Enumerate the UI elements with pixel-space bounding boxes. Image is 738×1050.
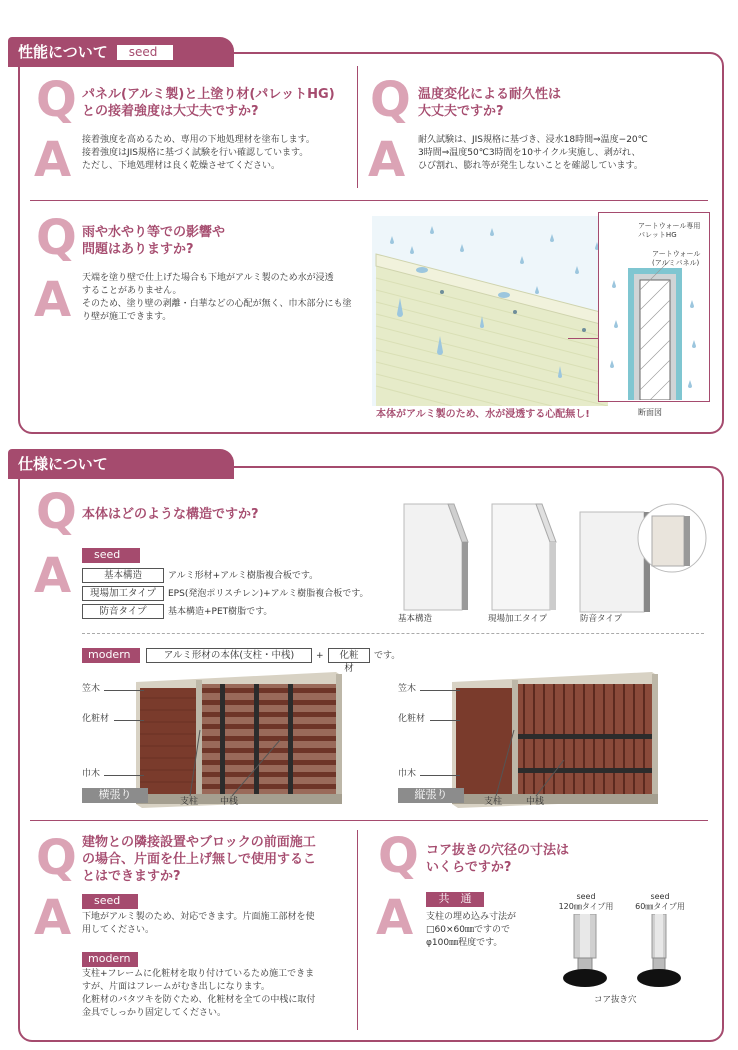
modern-box-frame: アルミ形材の本体(支柱・中桟) [146,648,312,663]
left-label-keshozai: 化粧材 [82,714,110,724]
q-mark: Q [36,484,77,540]
panel-caption: 現場加工タイプ [488,614,548,624]
perf-q1-question: パネル(アルミ製)と上塗り材(パレットHG) との接着強度は大丈夫ですか? [82,87,335,119]
leader-line [104,775,144,776]
spec-q2-modern-answer: 支柱+フレームに化粧材を取り付けているため施工できま すが、片面はフレームがむき出しになります。 化粧材のバタツキを防ぐため、化粧材を全ての中桟に取付 金具でしっかり固定してください。 [82,969,316,1018]
right-label-habaki: 巾木 [398,769,417,779]
performance-tab [8,37,234,67]
perf-q2-question: 温度変化による耐久性は 大丈夫ですか? [418,87,562,119]
performance-tab-title: 性能について [18,43,108,61]
q-mark: Q [378,828,419,884]
core-drill-diagram [556,914,696,994]
left-label-shichu: 支柱 [180,797,199,807]
right-label-kasagi: 笠木 [398,684,417,694]
spec-q2-seed-label: seed [82,894,138,909]
right-type-label: 縦張り [398,788,464,803]
leader-line [104,690,144,691]
cross-section-diagram [604,260,704,400]
post-caption-60: seed 60㎜タイプ用 [635,892,685,911]
leader-line [114,720,144,721]
a-mark: A [34,272,72,328]
panel-soundproof [576,500,708,614]
performance-tab-badge: seed [116,44,175,61]
modern-tail: です。 [374,651,401,661]
spec-row-name: 現場加工タイプ [82,586,164,601]
dashed-divider [82,633,704,634]
spec-horizontal-divider [30,820,708,821]
panel-caption: 防音タイプ [580,614,623,624]
left-type-label: 横張り [82,788,148,803]
a-mark: A [34,548,72,604]
left-label-nakazan: 中桟 [220,797,239,807]
right-leaders [484,720,604,800]
left-label-habaki: 巾木 [82,769,101,779]
spec-row-desc: EPS(発泡ポリスチレン)+アルミ樹脂複合板です。 [168,589,369,599]
leader-line [420,690,460,691]
panel-caption: 基本構造 [398,614,433,624]
spec-q1-question: 本体はどのような構造ですか? [82,507,259,522]
perf-q3-answer: 天端を塗り壁で仕上げた場合も下地がアルミ製のため水が浸透 することがありません。 そのため、塗り壁の剥離・白華などの心配が無く、巾木部分にも塗 り壁が施工できます。 [82,273,352,322]
spec-q1-seed-label: seed [82,548,140,563]
q-mark: Q [36,210,77,266]
modern-plus: + [316,651,324,661]
perf-q1-answer: 接着強度を高めるため、専用の下地処理材を塗布します。 接着強度はJIS規格に基づく試験を行い確認しています。 ただし、下地処理材は良く乾燥させてください。 [82,135,315,171]
cross-section-title: 断面図 [638,408,662,417]
modern-label: modern [82,648,140,663]
a-mark: A [376,890,414,946]
q-mark: Q [36,72,77,128]
spec-q3-common-label: 共 通 [426,892,484,907]
rain-caption: 本体がアルミ製のため、水が浸透する心配無し! [376,409,590,420]
spec-q2-question: 建物との隣接設置やブロックの前面施工 の場合、片面を仕上げ無しで使用するこ とはできますか? [82,835,317,884]
right-label-keshozai: 化粧材 [398,714,426,724]
perf-q2-answer: 耐久試験は、JIS規格に基づき、浸水18時間⇒温度−20℃ 3時間⇒温度50℃3時間を10サイクル実施し、剥がれ、 ひび割れ、膨れ等が発生しないことを確認しています。 [418,135,648,171]
a-mark: A [368,132,406,188]
cross-section-coat-label: アートウォール専用 パレットHG [638,222,701,239]
spec-row-desc: アルミ形材+アルミ樹脂複合板です。 [168,571,319,581]
modern-box-material: 化粧材 [328,648,370,663]
left-label-kasagi: 笠木 [82,684,101,694]
panel-field [486,502,558,612]
spec-row-desc: 基本構造+PET樹脂です。 [168,607,273,617]
leader-line [430,720,460,721]
spec-q3-question: コア抜きの穴径の寸法は いくらですか? [426,843,570,875]
spec-q2-seed-answer: 下地がアルミ製のため、対応できます。片面施工部材を使 用してください。 [82,912,315,935]
spec-tab [8,449,234,479]
spec-q2-modern-label: modern [82,952,138,967]
right-label-shichu: 支柱 [484,797,503,807]
core-hole-label: コア抜き穴 [594,995,637,1005]
a-mark: A [34,132,72,188]
spec-row-name: 基本構造 [82,568,164,583]
rain-wall-illustration [372,216,608,406]
q-mark: Q [370,72,411,128]
perf-vertical-divider [357,66,358,188]
q-mark: Q [36,830,77,886]
spec-vertical-divider [357,830,358,1030]
cross-section-panel-label: アートウォール (アルミパネル) [652,250,701,267]
perf-horizontal-divider [30,200,708,201]
spec-q3-answer: 支柱の埋め込み寸法が □60×60㎜ですので φ100㎜程度です。 [426,912,517,948]
a-mark: A [34,890,72,946]
right-label-nakazan: 中桟 [526,797,545,807]
spec-tab-title: 仕様について [18,455,108,473]
left-leaders [180,720,300,800]
post-caption-120: seed 120㎜タイプ用 [558,892,614,911]
cross-section-callout [568,338,598,358]
panel-basic [398,502,470,612]
leader-line [420,775,460,776]
spec-row-name: 防音タイプ [82,604,164,619]
perf-q3-question: 雨や水やり等での影響や 問題はありますか? [82,225,226,257]
